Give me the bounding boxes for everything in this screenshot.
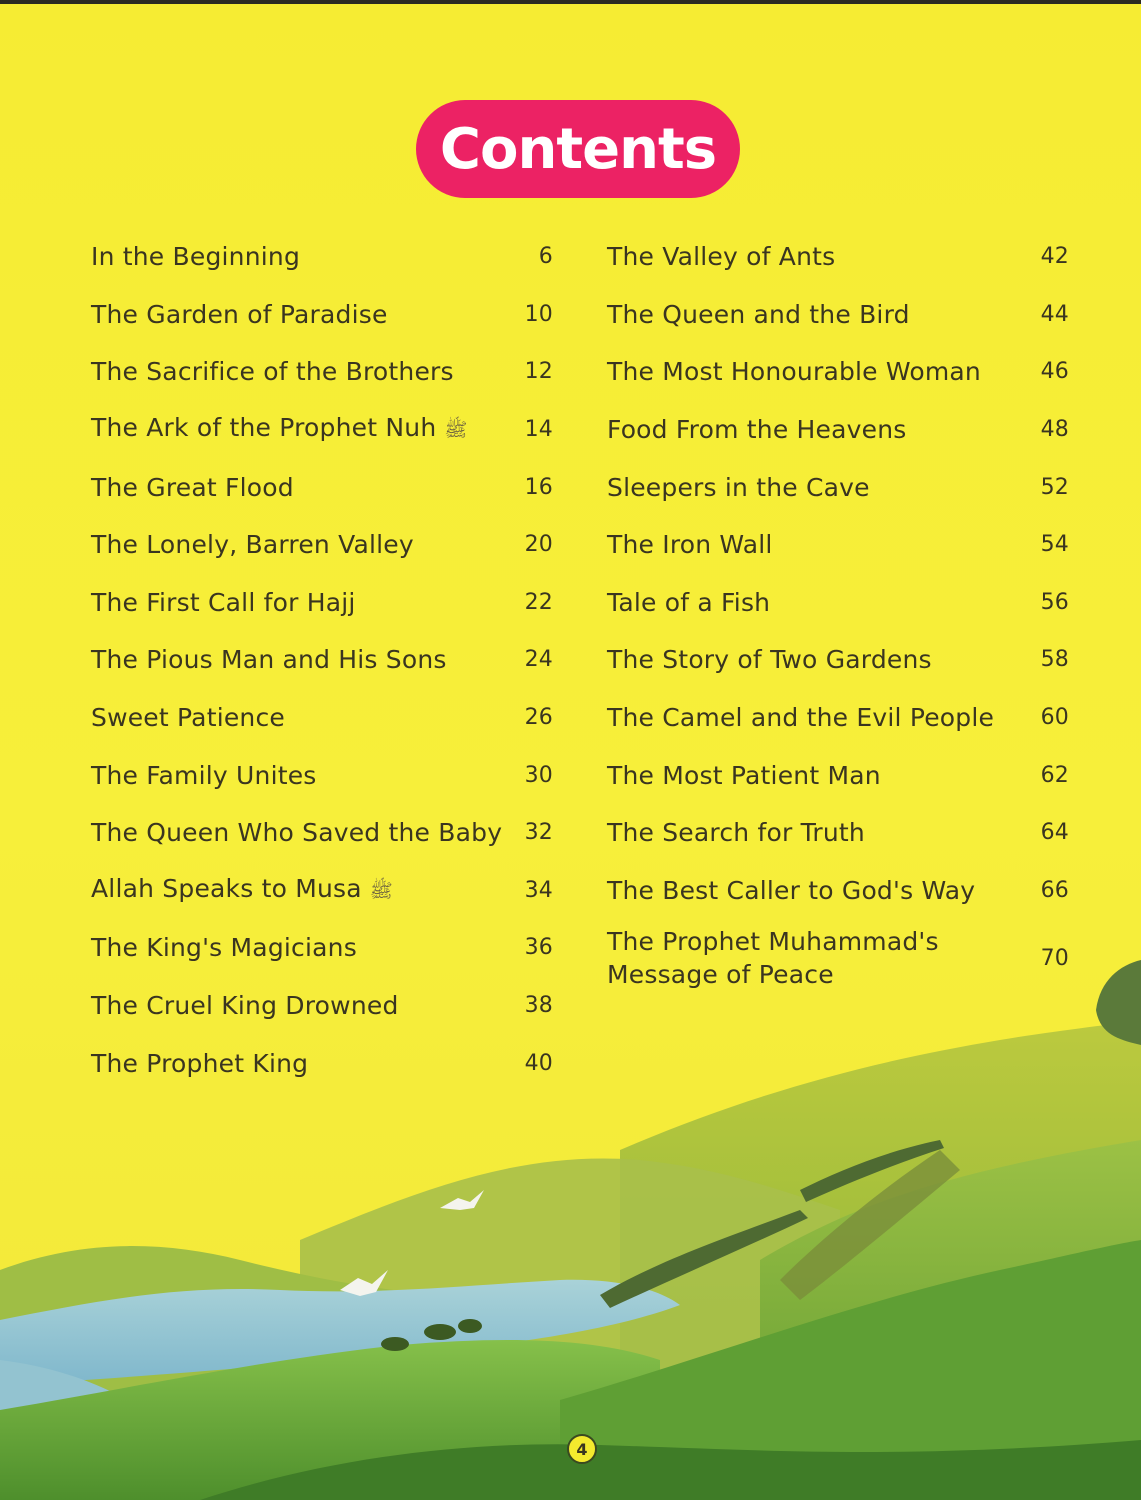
toc-entry-title (91, 473, 294, 502)
toc-entry-page: 14 (524, 417, 553, 443)
toc-entry-title-text: The Queen Who Saved the Baby (91, 818, 503, 848)
toc-entry-page: 26 (524, 705, 553, 731)
toc-entry (607, 286, 1069, 344)
toc-entry (91, 862, 553, 920)
toc-entry-title (607, 357, 981, 386)
toc-entry-page: 30 (524, 762, 553, 788)
toc-entry (91, 631, 553, 689)
toc-entry-page: 36 (524, 935, 553, 961)
landscape-illustration (0, 940, 1141, 1500)
toc-entry (91, 804, 553, 862)
toc-entry-page: 52 (1040, 474, 1069, 500)
toc-entry (91, 343, 553, 401)
toc-entry-title-text: The King's Magicians (91, 933, 357, 963)
toc-entry-title (91, 818, 502, 847)
toc-entry-page: 40 (524, 1050, 553, 1076)
toc-entry-title-text: The Queen and the Bird (607, 299, 910, 329)
toc-entry-page: 22 (524, 589, 553, 615)
toc-entry (607, 804, 1069, 862)
toc-entry-page: 42 (1040, 244, 1069, 270)
toc-entry-title (607, 473, 870, 502)
toc-entry-title (91, 703, 285, 732)
toc-entry (91, 286, 553, 344)
toc-entry-title-text: Allah Speaks to Musa (91, 873, 362, 903)
toc-entry-page: 6 (538, 244, 553, 270)
toc-entry-page: 70 (1040, 945, 1069, 971)
toc-entry-page: 48 (1040, 417, 1069, 443)
title-pill (416, 100, 740, 198)
toc-entry-page: 16 (524, 474, 553, 500)
toc-entry-page: 24 (524, 647, 553, 673)
toc-entry-title-text: The Search for Truth (607, 818, 865, 848)
toc-entry-page: 10 (524, 301, 553, 327)
toc-entry-title (607, 761, 881, 790)
toc-entry (607, 228, 1069, 286)
toc-entry (607, 689, 1069, 747)
toc-entry (607, 516, 1069, 574)
toc-entry-title-text: The Most Patient Man (607, 760, 881, 790)
tree-icon (424, 1324, 456, 1340)
toc-entry-title (607, 242, 835, 271)
toc-entry (91, 228, 553, 286)
toc-entry-title-text: The Great Flood (91, 472, 294, 502)
toc-entry (607, 401, 1069, 459)
toc-entry-page: 60 (1040, 705, 1069, 731)
toc-entry-title (91, 645, 447, 674)
toc-entry-title (91, 242, 300, 271)
toc-entry-page: 38 (524, 993, 553, 1019)
toc-entry-title (607, 415, 907, 444)
toc-entry-title-text: The Most Honourable Woman (607, 357, 981, 387)
toc-entry (91, 689, 553, 747)
toc-entry-title-text: The Cruel King Drowned (91, 991, 399, 1021)
toc-entry-title-text: The Pious Man and His Sons (91, 645, 447, 675)
toc-entry-title (91, 761, 317, 790)
top-edge (0, 0, 1141, 4)
honorific-glyph: ﷺ (444, 419, 468, 442)
toc-entry-page: 62 (1040, 762, 1069, 788)
toc-entry (607, 862, 1069, 920)
toc-right-column (607, 228, 1069, 997)
toc-entry (91, 516, 553, 574)
toc-entry-title-text: Food From the Heavens (607, 415, 907, 445)
toc-entry (607, 458, 1069, 516)
toc-entry-title-text: The Iron Wall (607, 530, 773, 560)
page-title: Contents (439, 116, 717, 182)
toc-entry (607, 574, 1069, 632)
honorific-glyph: ﷺ (369, 879, 393, 902)
toc-entry-page: 20 (524, 532, 553, 558)
toc-entry-title-text: The Garden of Paradise (91, 299, 388, 329)
toc-entry-title (91, 874, 393, 907)
toc-entry-title-text: The First Call for Hajj (91, 587, 356, 617)
toc-entry-page: 58 (1040, 647, 1069, 673)
toc-entry-title (607, 300, 910, 329)
toc-entry-page: 44 (1040, 301, 1069, 327)
toc-entry-title (91, 413, 467, 446)
toc-entry-title (91, 530, 414, 559)
toc-entry-page: 54 (1040, 532, 1069, 558)
page-number-badge: 4 (567, 1434, 597, 1464)
toc-entry (91, 574, 553, 632)
toc-entry-title-text: The Story of Two Gardens (607, 645, 932, 675)
toc-entry (91, 401, 553, 459)
toc-entry-page: 32 (524, 820, 553, 846)
toc-entry-title (607, 530, 773, 559)
toc-entry-page: 56 (1040, 589, 1069, 615)
toc-entry-title (607, 588, 770, 617)
toc-entry-title (607, 703, 994, 732)
toc-entry-title-text: The Family Unites (91, 760, 317, 790)
toc-entry-title-text: The Prophet King (91, 1048, 309, 1078)
toc-entry (607, 343, 1069, 401)
toc-entry-title-text: Sleepers in the Cave (607, 472, 870, 502)
toc-entry-title-text: The Best Caller to God's Way (607, 875, 976, 905)
toc-entry-title-text: The Sacrifice of the Brothers (91, 357, 454, 387)
toc-entry (607, 746, 1069, 804)
toc-entry-title-text: Tale of a Fish (607, 587, 771, 617)
toc-entry-title-text: In the Beginning (91, 242, 301, 272)
toc-entry-page: 46 (1040, 359, 1069, 385)
toc-entry-title (607, 818, 865, 847)
toc-entry-page: 12 (524, 359, 553, 385)
tree-icon (381, 1337, 409, 1351)
toc-entry-title (91, 588, 356, 617)
tree-icon (458, 1319, 482, 1333)
toc-entry-title-text: The Valley of Ants (607, 242, 836, 272)
toc-entry-title-text: Sweet Patience (91, 703, 285, 733)
toc-entry-page: 66 (1040, 877, 1069, 903)
toc-entry-page: 34 (524, 877, 553, 903)
toc-entry-title-text: The Camel and the Evil People (607, 703, 995, 733)
toc-entry-title (91, 300, 388, 329)
toc-entry-title (607, 876, 975, 905)
toc-entry-title-text: The Ark of the Prophet Nuh (91, 413, 437, 443)
toc-entry-title-text: The Lonely, Barren Valley (91, 530, 414, 560)
toc-entry-page: 64 (1040, 820, 1069, 846)
toc-entry-title (607, 645, 932, 674)
toc-entry-title-text: The Prophet Muhammad's Message of Peace (607, 927, 939, 990)
toc-entry (91, 746, 553, 804)
toc-entry (91, 458, 553, 516)
toc-entry (607, 631, 1069, 689)
toc-entry-title (91, 357, 454, 386)
